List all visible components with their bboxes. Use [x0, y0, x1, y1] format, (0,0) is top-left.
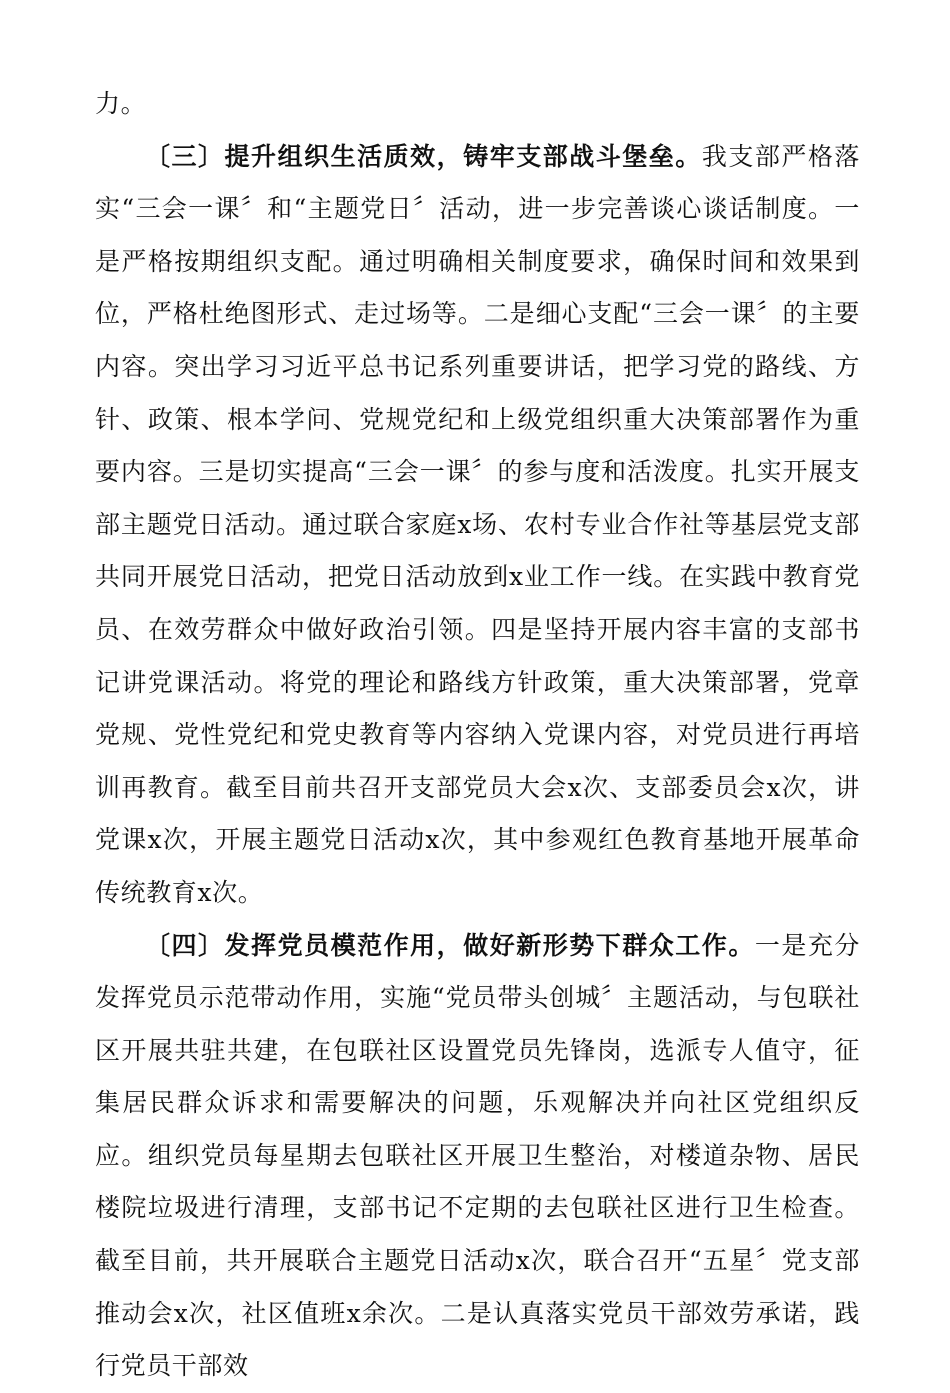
paragraph-section-3	[95, 131, 860, 920]
document-page	[95, 78, 860, 1393]
paragraph-section-4	[95, 920, 860, 1393]
section-heading: 〔四〕发挥党员模范作用，做好新形势下群众工作。	[145, 930, 755, 960]
section-heading: 〔三〕提升组织生活质效，铸牢支部战斗堡垒。	[145, 141, 702, 171]
paragraph-text: 我支部严格落实“三会一课〞和“主题党日〞活动，进一步完善谈心谈话制度。一是严格按期组织支配。通过明确相关制度要求，确保时间和效果到位，严格杜绝图形式、走过场等。二是细心支配“三会一课〞的主要内容。突出学习习近平总书记系列重要讲话，把学习党的路线、方针、政策、根本学问、党规党纪和上级党组织重大决策部署作为重要内容。三是切实提高“三会一课〞的参与度和活泼度。扎实开展支部主题党日活动。通过联合家庭x场、农村专业合作社等基层党支部共同开展党日活动，把党日活动放到x业工作一线。在实践中教育党员、在效劳群众中做好政治引领。四是坚持开展内容丰富的支部书记讲党课活动。将党的理论和路线方针政策，重大决策部署，党章党规、党性党纪和党史教育等内容纳入党课内容，对党员进行再培训再教育。截至目前共召开支部党员大会x次、支部委员会x次，讲党课x次，开展主题党日活动x次，其中参观红色教育基地开展革命传统教育x次。	[95, 141, 860, 907]
paragraph-continuation	[95, 78, 860, 131]
paragraph-text: 一是充分发挥党员示范带动作用，实施“党员带头创城〞主题活动，与包联社区开展共驻共建，在包联社区设置党员先锋岗，选派专人值守，征集居民群众诉求和需要解决的问题，乐观解决并向社区党组织反应。组织党员每星期去包联社区开展卫生整治，对楼道杂物、居民楼院垃圾进行清理，支部书记不定期的去包联社区进行卫生检查。截至目前，共开展联合主题党日活动x次，联合召开“五星〞党支部推动会x次，社区值班x余次。二是认真落实党员干部效劳承诺，践行党员干部效	[95, 930, 860, 1381]
paragraph-text: 力。	[95, 89, 147, 118]
